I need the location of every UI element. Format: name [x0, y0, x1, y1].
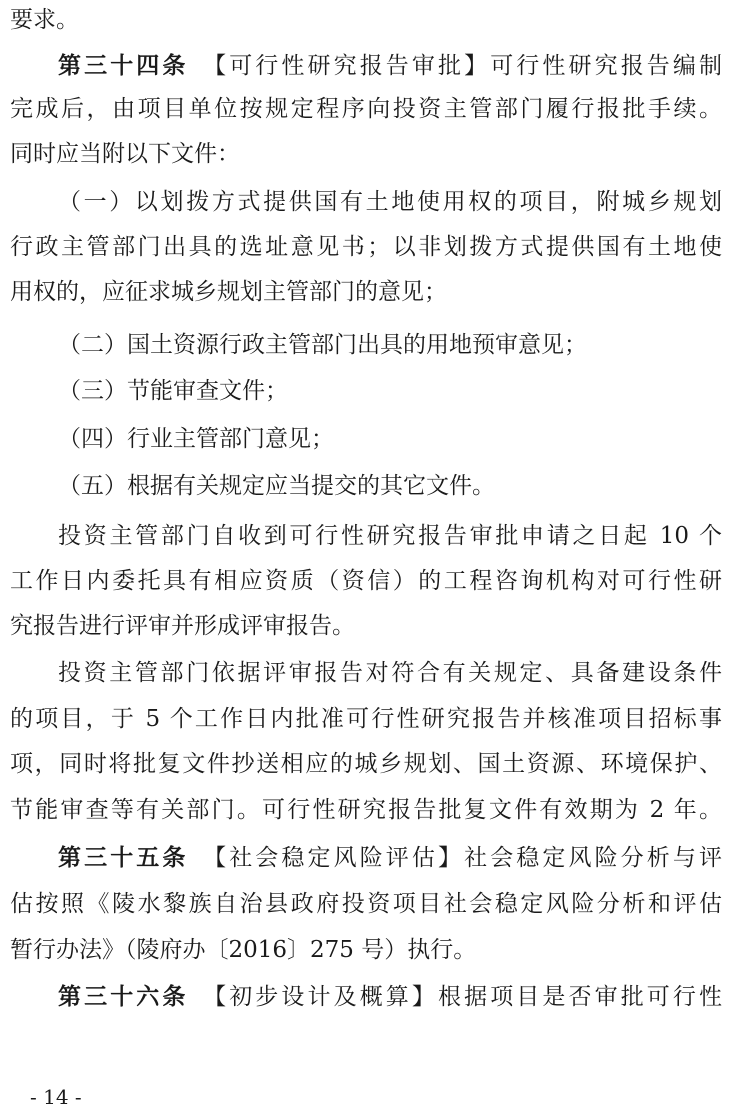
item-1-line-1: （一）以划拨方式提供国有土地使用权的项目，附城乡规划	[58, 189, 722, 215]
article-35-line-1	[58, 838, 722, 878]
article-35-line-3: 暂行办法》（陵府办〔2016〕275 号）执行。	[10, 937, 477, 963]
text-line-1: 要求。	[10, 7, 79, 33]
article-36-title-text: 【初步设计及概算】根据项目是否审批可行性	[214, 984, 722, 1010]
item-5-line: （五）根据有关规定应当提交的其它文件。	[58, 473, 495, 499]
item-1-line-3: 用权的，应征求城乡规划主管部门的意见；	[10, 279, 447, 305]
approval-para-line-4: 节能审查等有关部门。可行性研究报告批复文件有效期为 2 年。	[10, 797, 722, 823]
item-2-line: （二）国土资源行政主管部门出具的用地预审意见；	[58, 332, 587, 358]
review-para-line-1: 投资主管部门自收到可行性研究报告审批申请之日起 10 个	[58, 523, 722, 549]
approval-para-line-1: 投资主管部门依据评审报告对符合有关规定、具备建设条件	[58, 660, 722, 686]
article-36-heading: 第三十六条	[58, 983, 189, 1010]
item-4-line: （四）行业主管部门意见；	[58, 426, 334, 452]
article-35-title-text: 【社会稳定风险评估】社会稳定风险分析与评	[214, 845, 722, 871]
article-35-heading: 第三十五条	[58, 844, 189, 871]
article-36-line-1	[58, 977, 722, 1017]
text-line-4: 同时应当附以下文件：	[10, 141, 240, 167]
article-34-heading: 第三十四条	[58, 52, 189, 79]
item-1-line-2: 行政主管部门出具的选址意见书；以非划拨方式提供国有土地使	[10, 234, 722, 260]
approval-para-line-3: 项，同时将批复文件抄送相应的城乡规划、国土资源、环境保护、	[10, 751, 722, 777]
article-34-title-text: 【可行性研究报告审批】可行性研究报告编制	[214, 53, 722, 79]
review-para-line-3: 究报告进行评审并形成评审报告。	[10, 613, 355, 639]
article-34-line-1	[58, 46, 722, 86]
article-35-line-2: 估按照《陵水黎族自治县政府投资项目社会稳定风险分析和评估	[10, 891, 722, 917]
text-line-3: 完成后，由项目单位按规定程序向投资主管部门履行报批手续。	[10, 96, 722, 122]
page-number: - 14 -	[30, 1085, 82, 1109]
approval-para-line-2: 的项目，于 5 个工作日内批准可行性研究报告并核准项目招标事	[10, 706, 722, 732]
item-3-line: （三）节能审查文件；	[58, 378, 288, 404]
review-para-line-2: 工作日内委托具有相应资质（资信）的工程咨询机构对可行性研	[10, 568, 722, 594]
